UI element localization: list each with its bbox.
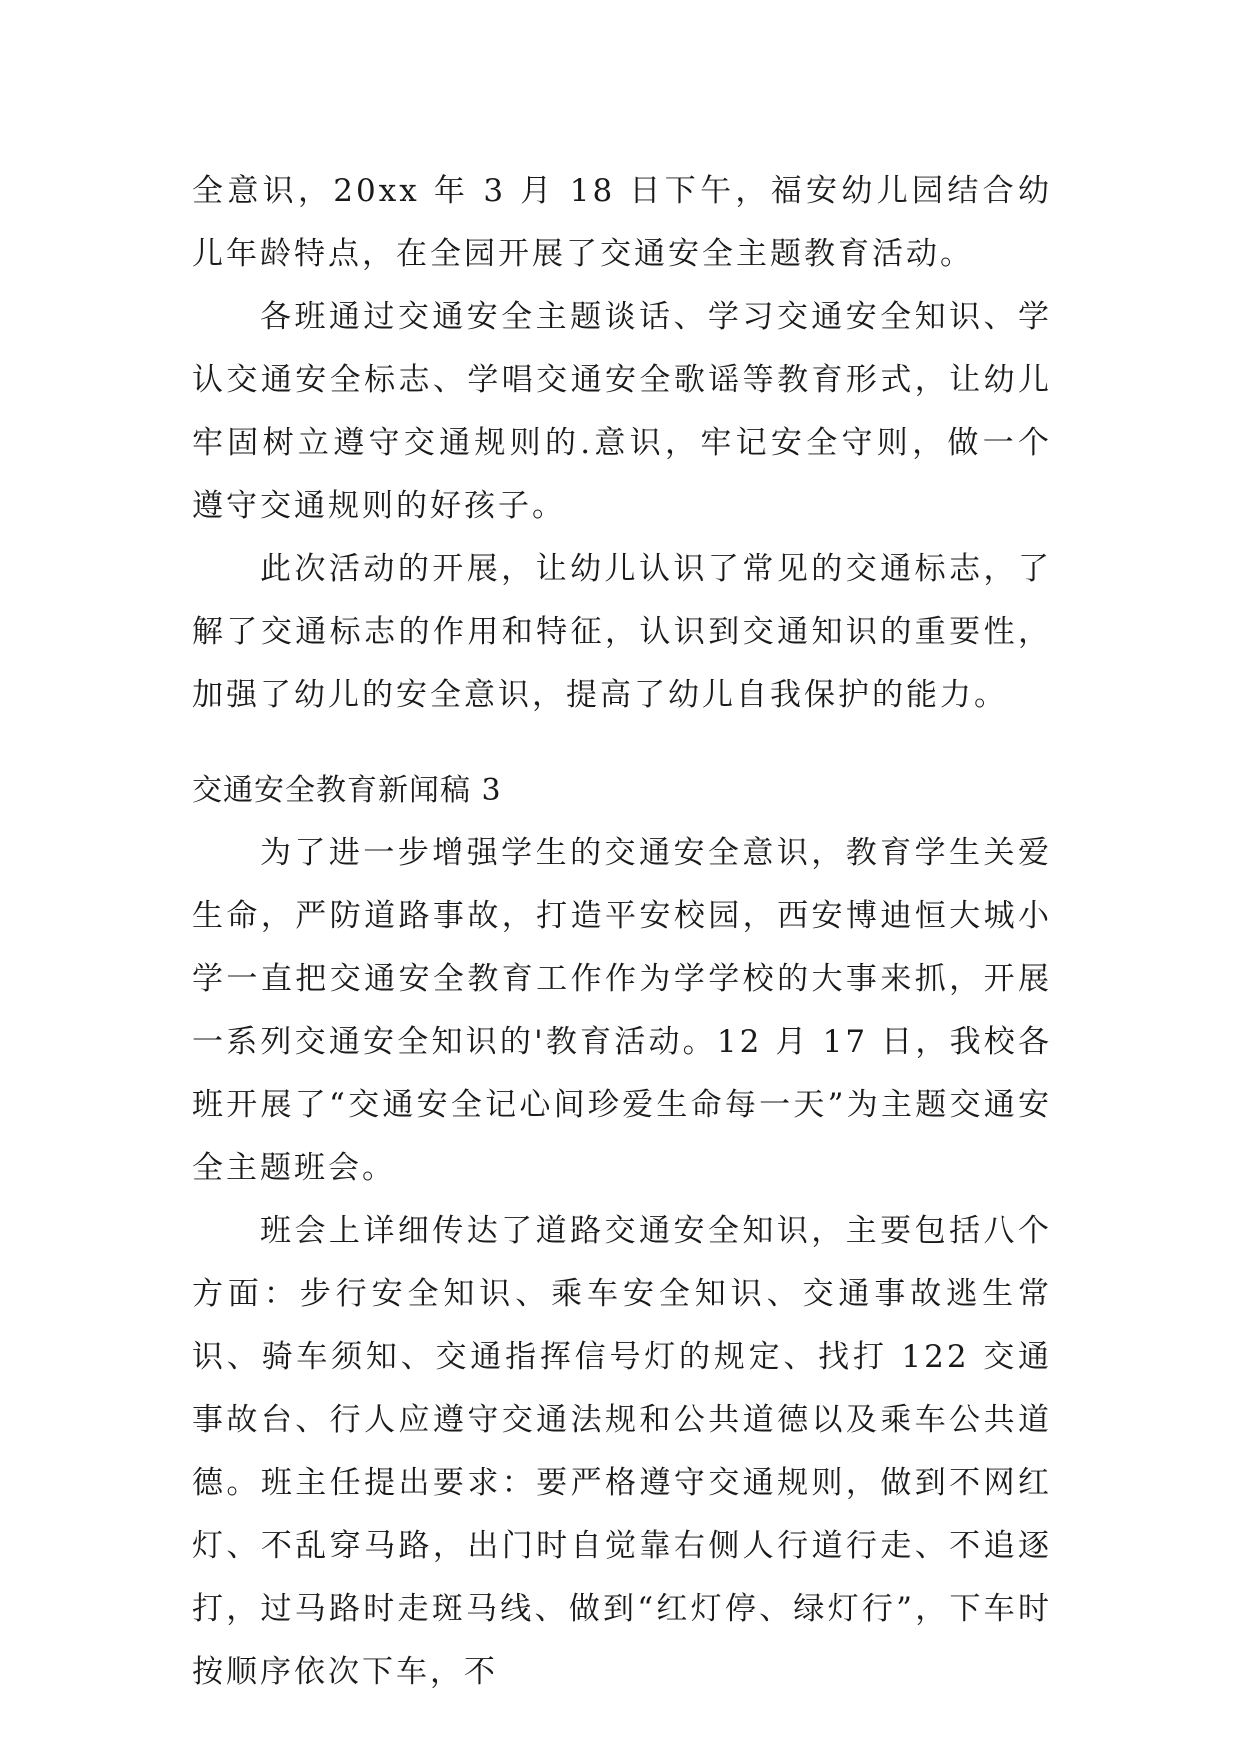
paragraph-class-activities: 各班通过交通安全主题谈话、学习交通安全知识、学认交通安全标志、学唱交通安全歌谣等教育形式，让幼儿牢固树立遵守交通规则的.意识，牢记安全守则，做一个遵守交通规则的好孩子。 [192, 299, 1052, 524]
paragraph-school-intro: 为了进一步增强学生的交通安全意识，教育学生关爱生命，严防道路事故，打造平安校园，西安博迪恒大城小学一直把交通安全教育工作作为学学校的大事来抓，开展一系列交通安全知识的'教育活动。12 月 17 日，我校各班开展了“交通安全记心间珍爱生命每一天”为主题交通安全主题班会。 [192, 835, 1052, 1186]
paragraph-class-meeting: 班会上详细传达了道路交通安全知识，主要包括八个方面：步行安全知识、乘车安全知识、交通事故逃生常识、骑车须知、交通指挥信号灯的规定、找打 122 交通事故台、行人应遵守交通法规和公共道德以及乘车公共道德。班主任提出要求：要严格遵守交通规则，做到不网红灯、不乱穿马路，出门时自觉靠右侧人行道行走、不追逐打，过马路时走斑马线、做到“红灯停、绿灯行”，下车时按顺序依次下车，不 [192, 1213, 1052, 1690]
paragraph-continuation: 全意识，20xx 年 3 月 18 日下午，福安幼儿园结合幼儿年龄特点，在全园开展了交通安全主题教育活动。 [192, 173, 1052, 272]
document-body [192, 160, 1052, 1704]
paragraph-activity-outcome: 此次活动的开展，让幼儿认识了常见的交通标志，了解了交通标志的作用和特征，认识到交通知识的重要性，加强了幼儿的安全意识，提高了幼儿自我保护的能力。 [192, 551, 1052, 713]
section-title: 交通安全教育新闻稿 3 [192, 773, 502, 808]
